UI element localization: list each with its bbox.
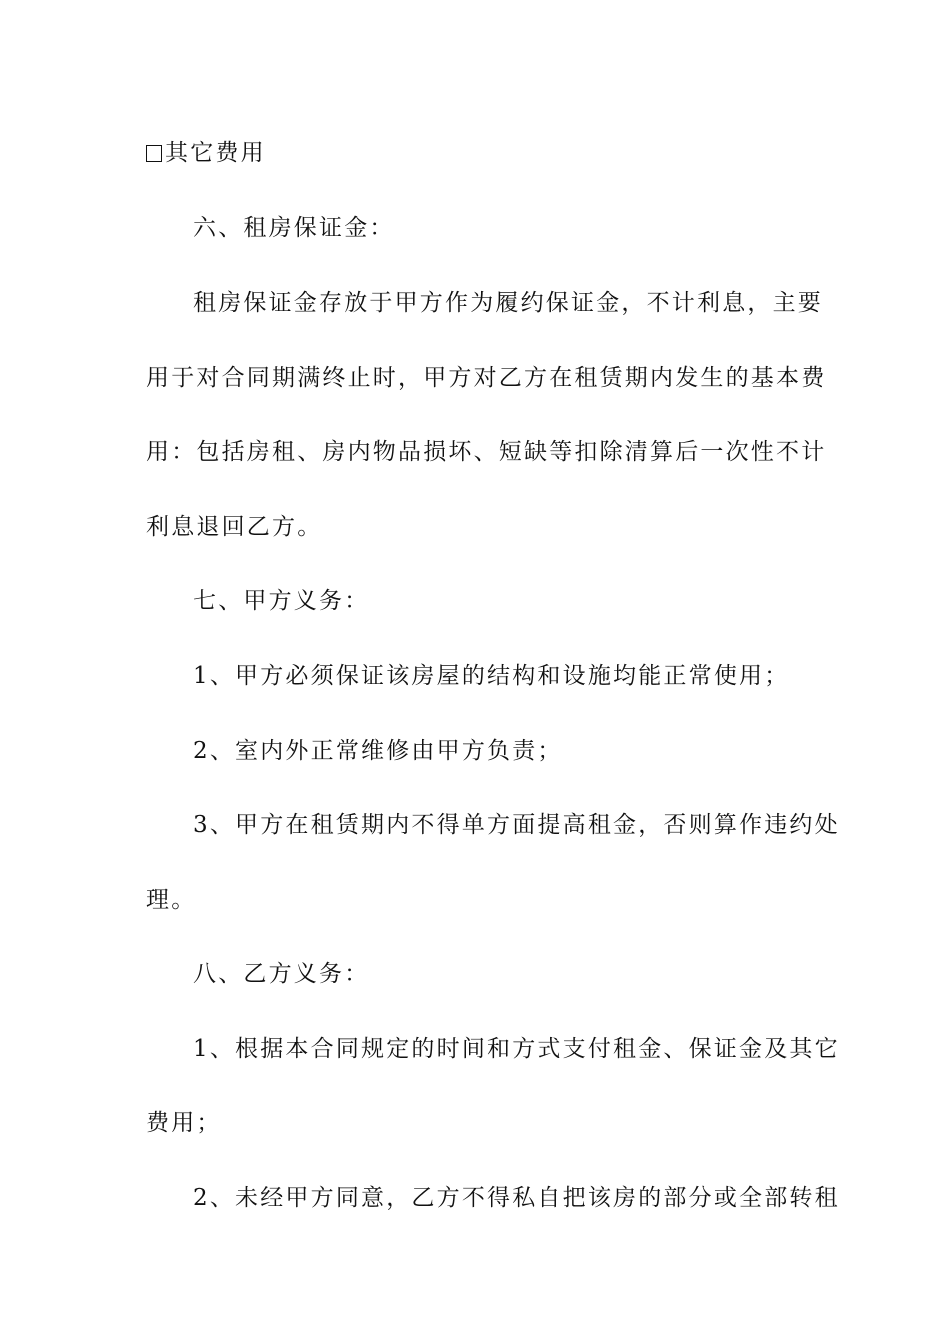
- paragraph-line: 租房保证金存放于甲方作为履约保证金，不计利息，主要: [193, 290, 823, 316]
- paragraph-line: 用：包括房租、房内物品损坏、短缺等扣除清算后一次性不计: [146, 439, 827, 465]
- clause-item: 2、未经甲方同意，乙方不得私自把该房的部分或全部转租: [193, 1185, 840, 1211]
- checkbox-icon[interactable]: [146, 145, 162, 162]
- paragraph-line: 费用；: [146, 1110, 222, 1136]
- paragraph-line: 利息退回乙方。: [146, 514, 323, 540]
- paragraph-line: 理。: [146, 887, 197, 913]
- option-other-fees: [146, 138, 806, 168]
- clause-item: 3、甲方在租赁期内不得单方面提高租金，否则算作违约处: [193, 812, 840, 838]
- section-heading-deposit: 六、租房保证金：: [193, 215, 395, 241]
- section-heading-party-a: 七、甲方义务：: [193, 588, 370, 614]
- option-label: 其它费用: [165, 140, 266, 166]
- paragraph-line: 用于对合同期满终止时，甲方对乙方在租赁期内发生的基本费: [146, 365, 827, 391]
- clause-item: 2、室内外正常维修由甲方负责；: [193, 738, 563, 764]
- clause-item: 1、甲方必须保证该房屋的结构和设施均能正常使用；: [193, 663, 790, 689]
- section-heading-party-b: 八、乙方义务：: [193, 961, 370, 987]
- clause-item: 1、根据本合同规定的时间和方式支付租金、保证金及其它: [193, 1036, 840, 1062]
